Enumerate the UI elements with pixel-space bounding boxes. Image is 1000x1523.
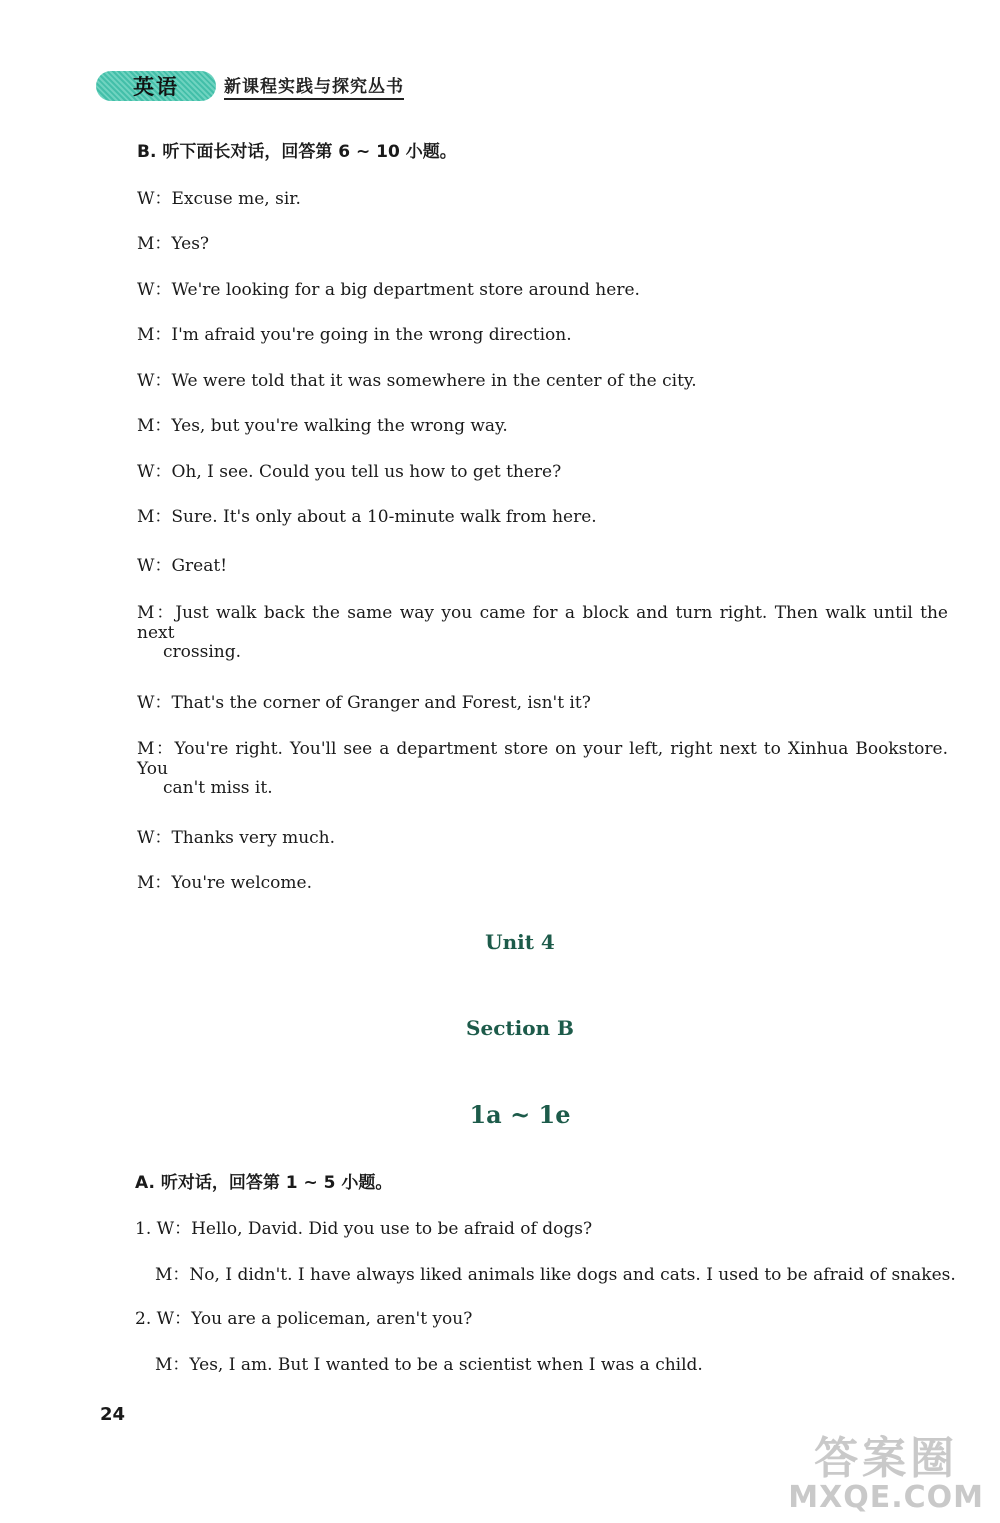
- page-number: 24: [100, 1404, 126, 1425]
- page-header: [96, 70, 404, 102]
- question-line: 2. W：You are a policeman, aren't you?: [135, 1309, 473, 1329]
- answer-line: M：Yes, I am. But I wanted to be a scientist when I was a child.: [155, 1355, 703, 1375]
- part-b-instruction: B. 听下面长对话，回答第 6 ~ 10 小题。: [137, 142, 457, 162]
- dialogue-line: M：Just walk back the same way you came for a block and turn right. Then walk until the next: [137, 603, 948, 643]
- dialogue-line: M：You're right. You'll see a department store on your left, right next to Xinhua Bookstore. You: [137, 739, 948, 779]
- dialogue-line: W：Thanks very much.: [137, 828, 336, 848]
- answer-line: M：No, I didn't. I have always liked animals like dogs and cats. I used to be afraid of snakes.: [155, 1265, 956, 1285]
- dialogue-line: M：Yes?: [137, 234, 210, 254]
- dialogue-line: M：I'm afraid you're going in the wrong direction.: [137, 325, 572, 345]
- dialogue-line: M：Sure. It's only about a 10-minute walk from here.: [137, 507, 597, 527]
- dialogue-line-continued: crossing.: [163, 642, 242, 662]
- dialogue-line-continued: can't miss it.: [163, 778, 273, 798]
- watermark-url: MXQE.COM: [788, 1480, 984, 1515]
- dialogue-line: W：We were told that it was somewhere in the center of the city.: [137, 371, 697, 391]
- subsection-heading: 1a ~ 1e: [469, 1100, 571, 1129]
- dialogue-line: W：That's the corner of Granger and Forest, isn't it?: [137, 693, 591, 713]
- dialogue-line: W：Oh, I see. Could you tell us how to get there?: [137, 462, 562, 482]
- question-line: 1. W：Hello, David. Did you use to be afraid of dogs?: [135, 1219, 593, 1239]
- dialogue-line: W：We're looking for a big department store around here.: [137, 280, 640, 300]
- watermark-logo-text: 答案圈: [814, 1433, 959, 1484]
- dialogue-line: W：Great!: [137, 556, 228, 576]
- series-title: 新课程实践与探究丛书: [224, 72, 404, 100]
- subject-badge: 英语: [96, 71, 216, 101]
- dialogue-line: W：Excuse me, sir.: [137, 189, 301, 209]
- watermark: [788, 1433, 984, 1515]
- section-heading: Section B: [466, 1016, 574, 1040]
- dialogue-line: M：Yes, but you're walking the wrong way.: [137, 416, 508, 436]
- unit-heading: Unit 4: [485, 930, 555, 954]
- dialogue-line: M：You're welcome.: [137, 873, 312, 893]
- part-a-instruction: A. 听对话，回答第 1 ~ 5 小题。: [135, 1173, 393, 1193]
